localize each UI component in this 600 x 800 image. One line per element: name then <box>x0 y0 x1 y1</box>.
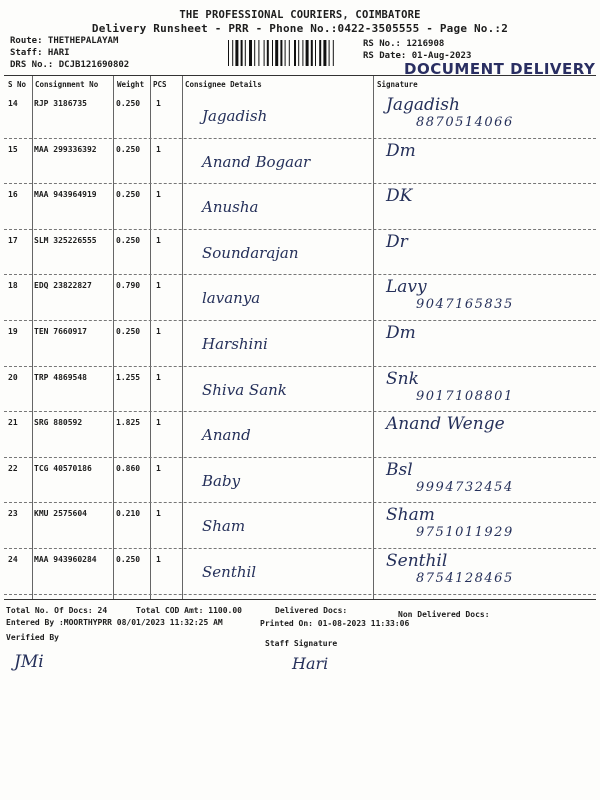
cell-weight: 0.250 <box>116 555 141 564</box>
cell-weight: 0.210 <box>116 509 141 519</box>
recipient-signature: Dm <box>386 140 416 161</box>
cell-weight: 0.790 <box>116 281 141 291</box>
cell-consignment: SRG 880592 <box>34 418 83 428</box>
cell-pcs: 1 <box>156 372 161 382</box>
cell-sno: 24 <box>8 555 18 564</box>
cell-sno: 19 <box>8 327 18 336</box>
verified-by-label: Verified By <box>6 633 59 642</box>
cell-weight: 0.250 <box>116 190 141 200</box>
staff-signature-label: Staff Signature <box>265 639 338 648</box>
table-row <box>4 93 596 139</box>
recipient-phone: 8870514066 <box>416 115 514 130</box>
recipient-signature: Sham <box>386 505 435 526</box>
route: Route: THETHEPALAYAM <box>10 36 119 46</box>
cell-weight: 0.860 <box>116 463 141 473</box>
recipient-phone: 9751011929 <box>416 525 514 541</box>
cell-weight: 0.250 <box>116 99 141 108</box>
consignee-handwriting: Jagadish <box>202 107 268 125</box>
col-header-weight: Weight <box>117 80 145 89</box>
col-header-signature: Signature <box>377 80 418 89</box>
cell-consignment: KMU 2575604 <box>34 509 87 519</box>
recipient-signature: Anand Wenge <box>386 414 505 435</box>
table-row <box>4 139 596 185</box>
recipient-phone: 9047165835 <box>416 297 514 313</box>
row-separator <box>4 594 596 595</box>
recipient-phone: 9994732454 <box>416 479 514 495</box>
barcode-image <box>228 40 356 66</box>
col-header-sno: S No <box>8 80 27 89</box>
table-row <box>4 503 596 549</box>
table-row <box>4 549 596 595</box>
staff: Staff: HARI <box>10 48 70 58</box>
cell-consignment: MAA 943964919 <box>34 190 97 200</box>
cell-pcs: 1 <box>156 418 161 428</box>
cell-pcs: 1 <box>156 190 161 200</box>
cell-sno: 15 <box>8 144 18 154</box>
cell-pcs: 1 <box>156 281 161 291</box>
cell-sno: 22 <box>8 463 18 473</box>
consignee-handwriting: Soundarajan <box>202 243 299 262</box>
table-row <box>4 458 596 504</box>
cell-consignment: TRP 4869548 <box>34 372 87 382</box>
cell-pcs: 1 <box>156 144 161 154</box>
col-header-consignment: Consignment No <box>35 80 99 89</box>
table-row <box>4 412 596 458</box>
consignee-handwriting: Shiva Sank <box>202 380 287 399</box>
cell-weight: 1.825 <box>116 418 141 428</box>
cell-consignment: MAA 299336392 <box>34 144 97 154</box>
delivered-docs: Delivered Docs: <box>275 606 348 615</box>
consignee-handwriting: Senthil <box>202 563 257 581</box>
table-row <box>4 275 596 321</box>
recipient-signature: Snk <box>386 368 419 389</box>
printed-on: Printed On: 01-08-2023 11:33:06 <box>260 619 410 628</box>
recipient-signature: Senthil <box>386 551 448 571</box>
recipient-signature: Dr <box>386 231 408 252</box>
recipient-signature: DK <box>386 186 413 207</box>
cell-weight: 0.250 <box>116 327 141 336</box>
cell-sno: 18 <box>8 281 18 291</box>
consignee-handwriting: Anusha <box>202 198 259 217</box>
recipient-signature: Jagadish <box>386 95 460 115</box>
table-row <box>4 321 596 367</box>
recipient-signature: Dm <box>386 323 416 343</box>
cell-pcs: 1 <box>156 99 161 108</box>
table-top-rule <box>4 75 596 76</box>
runsheet-subtitle: Delivery Runsheet - PRR - Phone No.:0422-3505555 - Page No.:2 <box>91 22 509 35</box>
cell-sno: 17 <box>8 235 18 245</box>
document-delivery-stamp: DOCUMENT DELIVERY <box>404 60 596 78</box>
consignee-handwriting: lavanya <box>202 289 261 308</box>
verified-signature: JMi <box>14 652 44 672</box>
drs-number: DRS No.: DCJB121690802 <box>10 60 130 70</box>
cell-consignment: SLM 325226555 <box>34 235 97 245</box>
recipient-signature: Lavy <box>386 277 427 298</box>
consignee-handwriting: Baby <box>202 471 241 490</box>
consignee-handwriting: Anand Bogaar <box>202 152 311 171</box>
cell-sno: 23 <box>8 509 18 519</box>
consignee-handwriting: Sham <box>202 517 246 536</box>
total-docs: Total No. Of Docs: 24 <box>6 606 108 615</box>
consignee-handwriting: Harshini <box>202 335 268 353</box>
recipient-phone: 8754128465 <box>416 571 514 586</box>
cell-consignment: RJP 3186735 <box>34 99 87 108</box>
cell-pcs: 1 <box>156 463 161 473</box>
table-bottom-rule <box>4 599 596 600</box>
cell-pcs: 1 <box>156 555 161 564</box>
col-header-pcs: PCS <box>153 80 167 89</box>
recipient-phone: 9017108801 <box>416 388 514 404</box>
cell-sno: 21 <box>8 418 18 428</box>
cell-pcs: 1 <box>156 509 161 519</box>
cell-sno: 14 <box>8 99 18 108</box>
page-title: THE PROFESSIONAL COURIERS, COIMBATORE <box>179 9 421 21</box>
entered-by: Entered By :MOORTHYPRR 08/01/2023 11:32:25 AM <box>6 618 223 627</box>
staff-signature: Hari <box>292 654 329 673</box>
cell-weight: 1.255 <box>116 372 141 382</box>
non-delivered-docs: Non Delivered Docs: <box>398 610 490 619</box>
col-header-consignee: Consignee Details <box>185 80 262 89</box>
cell-pcs: 1 <box>156 327 161 336</box>
recipient-signature: Bsl <box>386 459 413 480</box>
cell-consignment: EDQ 23822827 <box>34 281 92 291</box>
cell-consignment: TEN 7660917 <box>34 327 87 336</box>
cell-consignment: TCG 40570186 <box>34 463 92 473</box>
cell-weight: 0.250 <box>116 144 141 154</box>
cell-pcs: 1 <box>156 235 161 245</box>
rs-number: RS No.: 1216908 <box>363 39 445 49</box>
cell-sno: 16 <box>8 190 18 200</box>
rs-date: RS Date: 01-Aug-2023 <box>363 51 472 61</box>
consignee-handwriting: Anand <box>202 426 251 445</box>
cell-consignment: MAA 943960284 <box>34 555 97 564</box>
cell-sno: 20 <box>8 372 18 382</box>
table-row <box>4 230 596 276</box>
cell-weight: 0.250 <box>116 235 141 245</box>
total-cod-amount: Total COD Amt: 1100.00 <box>136 606 242 615</box>
table-row <box>4 184 596 230</box>
table-row <box>4 367 596 413</box>
